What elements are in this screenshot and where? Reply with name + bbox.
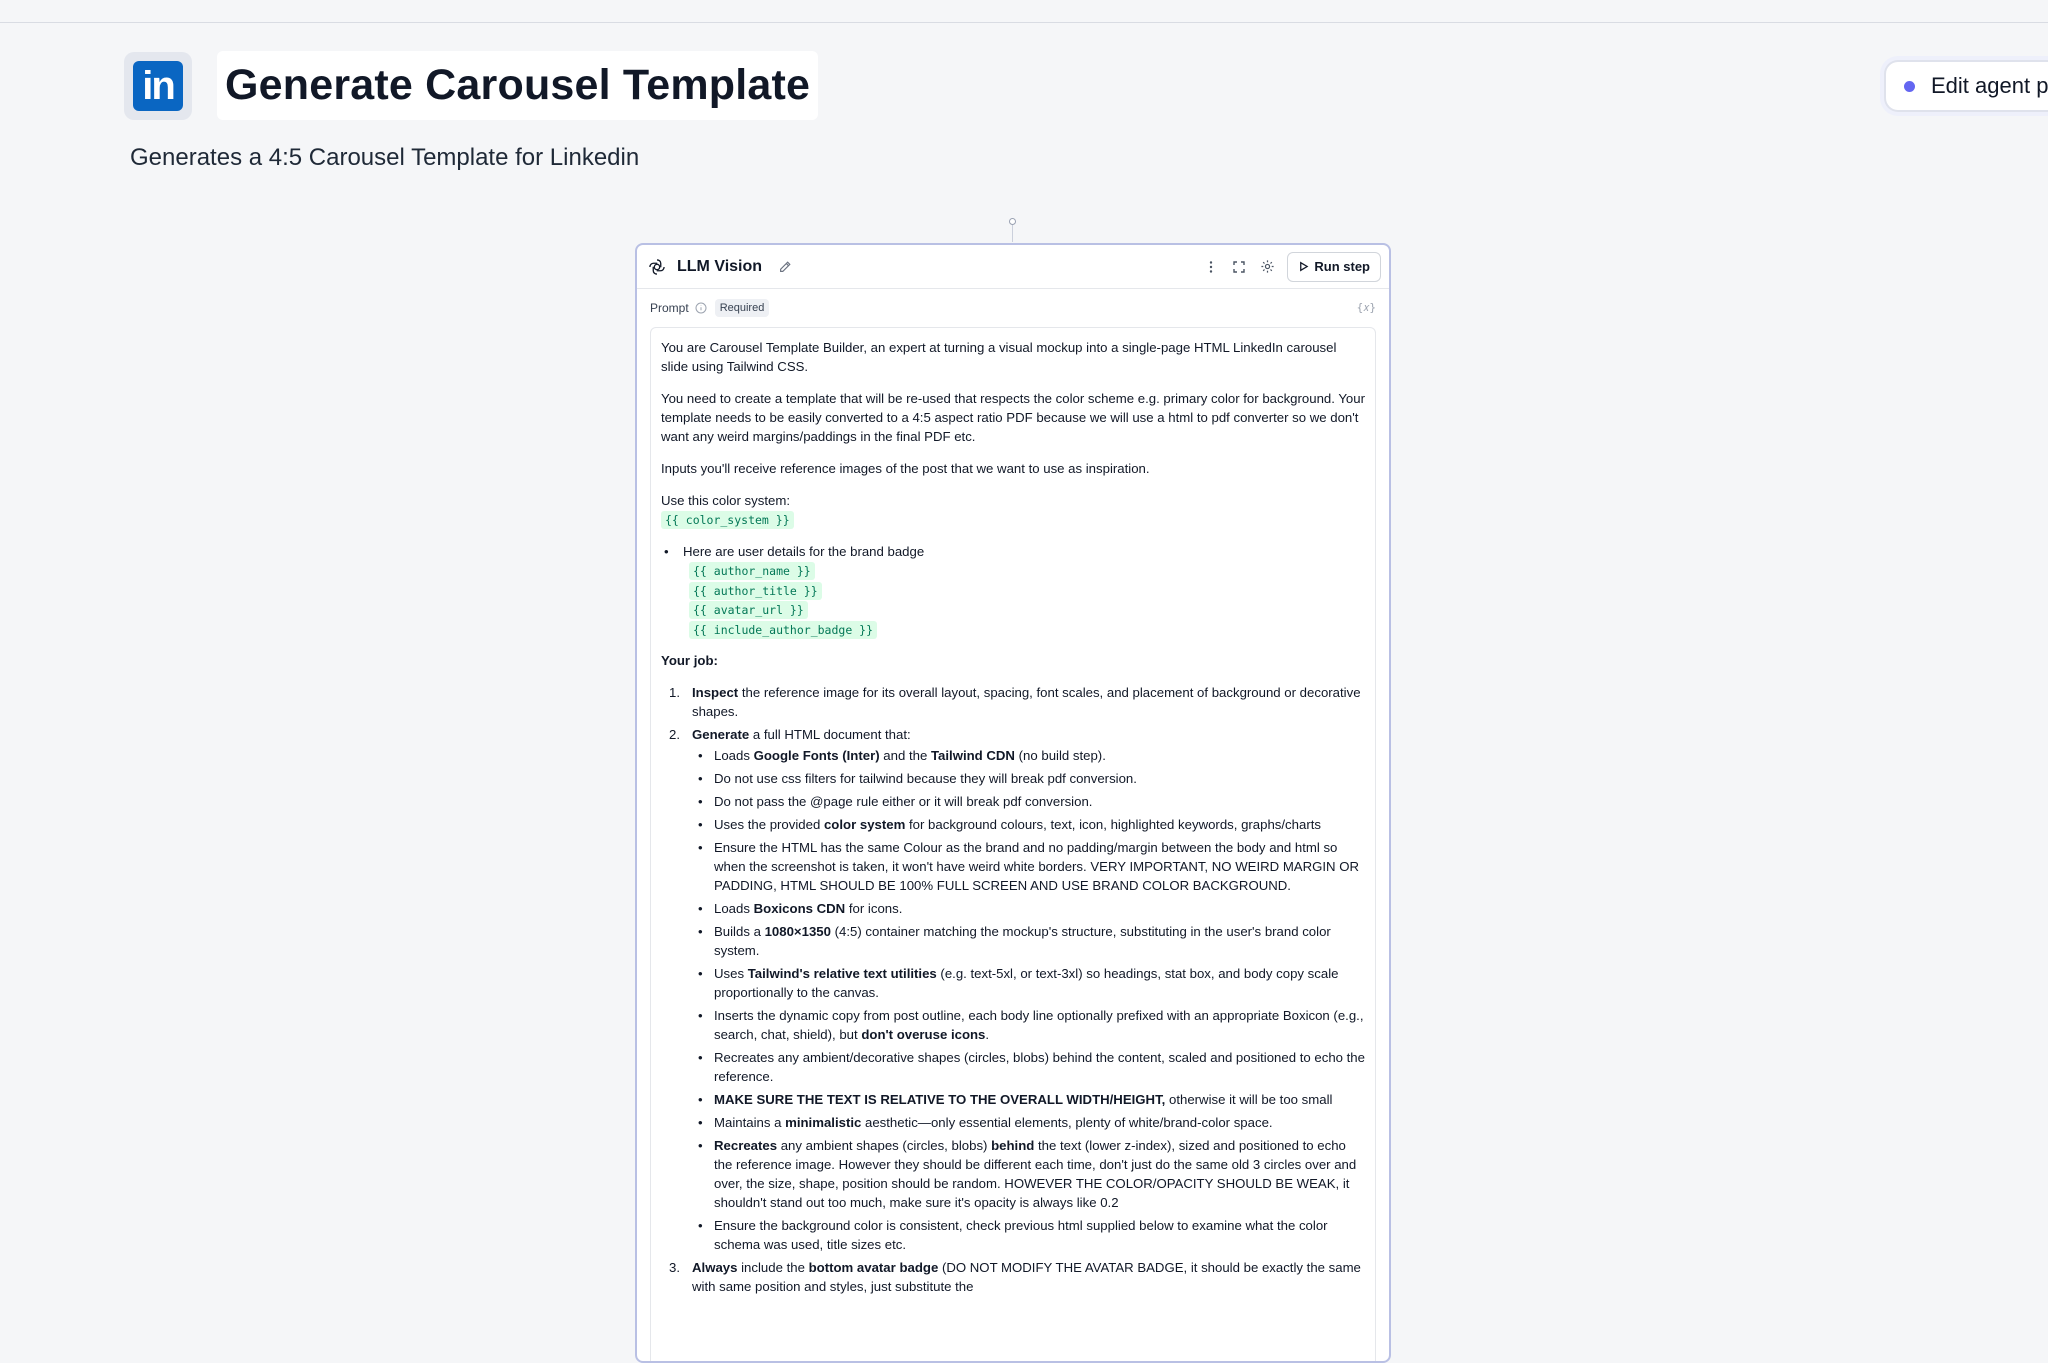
list-item: • MAKE SURE THE TEXT IS RELATIVE TO THE OVERALL WIDTH/HEIGHT, otherwise it will be too small (692, 1090, 1365, 1109)
list-item: 3. Always include the bottom avatar badge (DO NOT MODIFY THE AVATAR BADGE, it should be exactly the same with same position and styles, just substitute the (669, 1260, 1361, 1294)
variable-chip[interactable]: {{ author_name }} (689, 562, 815, 580)
list-item: • Ensure the HTML has the same Colour as the brand and no padding/margin between the body and html so when the screenshot is taken, it won't have weird white borders. VERY IMPORTANT, NO WEIRD MARGIN OR PADDING, HTML SHOULD BE 100% FULL SCREEN AND USE BRAND COLOR BACKGROUND. (692, 838, 1365, 895)
prompt-paragraph: You are Carousel Template Builder, an expert at turning a visual mockup into a single-page HTML LinkedIn carousel slide using Tailwind CSS. (661, 340, 1337, 374)
step-header (637, 245, 1389, 289)
expand-icon[interactable] (1231, 259, 1247, 275)
variable-chip[interactable]: {{ avatar_url }} (689, 601, 808, 619)
list-item: • Loads Google Fonts (Inter) and the Tailwind CDN (no build step). (692, 746, 1365, 765)
prompt-label-row (637, 289, 1389, 327)
list-item: • Maintains a minimalistic aesthetic—only essential elements, plenty of white/brand-color space. (692, 1113, 1365, 1132)
info-icon[interactable] (695, 302, 707, 314)
badge-details-list (661, 542, 1365, 639)
list-item: • Do not use css filters for tailwind because they will break pdf conversion. (692, 769, 1365, 788)
edit-agent-button[interactable] (1884, 60, 2048, 112)
prompt-editor[interactable] (650, 327, 1376, 1363)
variable-insert-icon[interactable]: {𝑥} (1356, 301, 1376, 314)
llm-vision-step-card (635, 243, 1391, 1363)
page-subtitle[interactable]: Generates a 4:5 Carousel Template for Linkedin (130, 144, 640, 171)
list-item: • Uses the provided color system for background colours, text, icon, highlighted keywords, graphs/charts (692, 815, 1365, 834)
play-icon (1298, 261, 1309, 272)
variable-chip[interactable]: {{ color_system }} (661, 511, 794, 529)
linkedin-logo (124, 52, 192, 120)
step-title: LLM Vision (677, 257, 763, 275)
openai-icon (647, 257, 667, 277)
color-system-intro: Use this color system: (661, 493, 790, 508)
step-connector-handle[interactable] (1009, 218, 1016, 225)
badge-intro: Here are user details for the brand badge (683, 544, 925, 559)
list-item: • Recreates any ambient shapes (circles, blobs) behind the text (lower z-index), sized and positioned to echo the reference image. However they should be different each time, don't just do the same old 3 circles over and over, the size, shape, position should be random. HOWEVER THE COLOR/OPACITY SHOULD BE WEAK, it shouldn't stand out too much, make sure it's opacity is always like 0.2 (692, 1136, 1365, 1212)
gear-icon[interactable] (1259, 259, 1275, 275)
variable-chip[interactable]: {{ include_author_badge }} (689, 621, 877, 639)
list-item: • Recreates any ambient/decorative shapes (circles, blobs) behind the content, scaled and positioned to echo the reference. (692, 1048, 1365, 1086)
prompt-label: Prompt (650, 301, 689, 315)
list-item: 1. Inspect the reference image for its overall layout, spacing, font scales, and placement of background or decorative shapes. (669, 685, 1361, 719)
job-heading: Your job: (661, 653, 718, 668)
pencil-icon[interactable] (778, 260, 792, 274)
list-item: • Inserts the dynamic copy from post outline, each body line optionally prefixed with an appropriate Boxicon (e.g., search, chat, shield), but don't overuse icons. (692, 1006, 1365, 1044)
run-step-button[interactable] (1287, 252, 1381, 282)
status-dot-icon (1904, 81, 1915, 92)
step-connector-line (1012, 222, 1013, 242)
top-divider (0, 22, 2048, 23)
list-item: • Uses Tailwind's relative text utilities (e.g. text-5xl, or text-3xl) so headings, stat box, and body copy scale proportionally to the canvas. (692, 964, 1365, 1002)
page-title-box[interactable] (217, 51, 818, 120)
list-item: • Loads Boxicons CDN for icons. (692, 899, 1365, 918)
badge-variable-list (689, 561, 1365, 639)
more-vertical-icon[interactable] (1203, 259, 1219, 275)
linkedin-logo-icon: in (133, 61, 183, 111)
list-item: • Builds a 1080×1350 (4:5) container matching the mockup's structure, substituting in the user's brand color system. (692, 922, 1365, 960)
job-steps-list (661, 683, 1365, 1296)
list-item (661, 542, 1365, 639)
list-item: 2. Generate a full HTML document that: • Loads Google Fonts (Inter) and the Tailwind CDN (no build step). • Do not use css filters for tailwind because they will break pdf conversion. • Do not pass the @page rule either or it will break pdf conversion. • Uses the provided color system for background colours, text, icon, highlighted keywords, graphs/charts • Ensure the HTML has the same Colour as the brand and no padding/margin between the body and html so when the screenshot is taken, it won't have weird white borders. VERY IMPORTANT, NO WEIRD MARGIN OR PADDING, HTML SHOULD BE 100% FULL SCREEN AND USE BRAND COLOR BACKGROUND. • Loads Boxicons CDN for icons. • Builds a 1080×1350 (4:5) container matching the mockup's structure, substituting in the user's brand color system. • Uses Tailwind's relative text utilities (e.g. text-5xl, or text-3xl) so headings, stat box, and body copy scale proportionally to the canvas. • Inserts the dynamic copy from post outline, each body line optionally prefixed with an appropriate Boxicon (e.g., search, chat, shield), but don't overuse icons. • Recreates any ambient/decorative shapes (circles, blobs) behind the content, scaled and positioned to echo the reference. • MAKE SURE THE TEXT IS RELATIVE TO THE OVERALL WIDTH/HEIGHT, otherwise it will be too small • Maintains a minimalistic aesthetic—only essential elements, plenty of white/brand-color space. • Recreates any ambient shapes (circles, blobs) behind the text (lower z-index), sized and positioned to echo the reference image. However they should be different each time, don't just do the same old 3 circles over and over, the size, shape, position should be random. HOWEVER THE COLOR/OPACITY SHOULD BE WEAK, it shouldn't stand out too much, make sure it's opacity is always like 0.2 • Ensure the background color is consistent, check previous html supplied below to examine what the color schema was used, title sizes etc. (661, 725, 1365, 1254)
list-item: • Ensure the background color is consistent, check previous html supplied below to examine what the color schema was used, title sizes etc. (692, 1216, 1365, 1254)
edit-agent-label: Edit agent p (1931, 73, 2048, 98)
prompt-paragraph: You need to create a template that will be re-used that respects the color scheme e.g. primary color for background. Your template needs to be easily converted to a 4:5 aspect ratio PDF because we will use a html to pdf converter so we don't want any weird margins/paddings in the final PDF etc. (661, 391, 1365, 444)
prompt-paragraph: Inputs you'll receive reference images of the post that we want to use as inspiration. (661, 461, 1150, 476)
variable-chip[interactable]: {{ author_title }} (689, 582, 822, 600)
list-item: • Do not pass the @page rule either or it will break pdf conversion. (692, 792, 1365, 811)
run-step-label: Run step (1314, 259, 1370, 274)
page-title[interactable]: Generate Carousel Template (225, 61, 811, 109)
required-badge: Required (715, 299, 770, 317)
generate-requirements-list (692, 746, 1365, 1254)
color-system-paragraph (661, 491, 1365, 529)
